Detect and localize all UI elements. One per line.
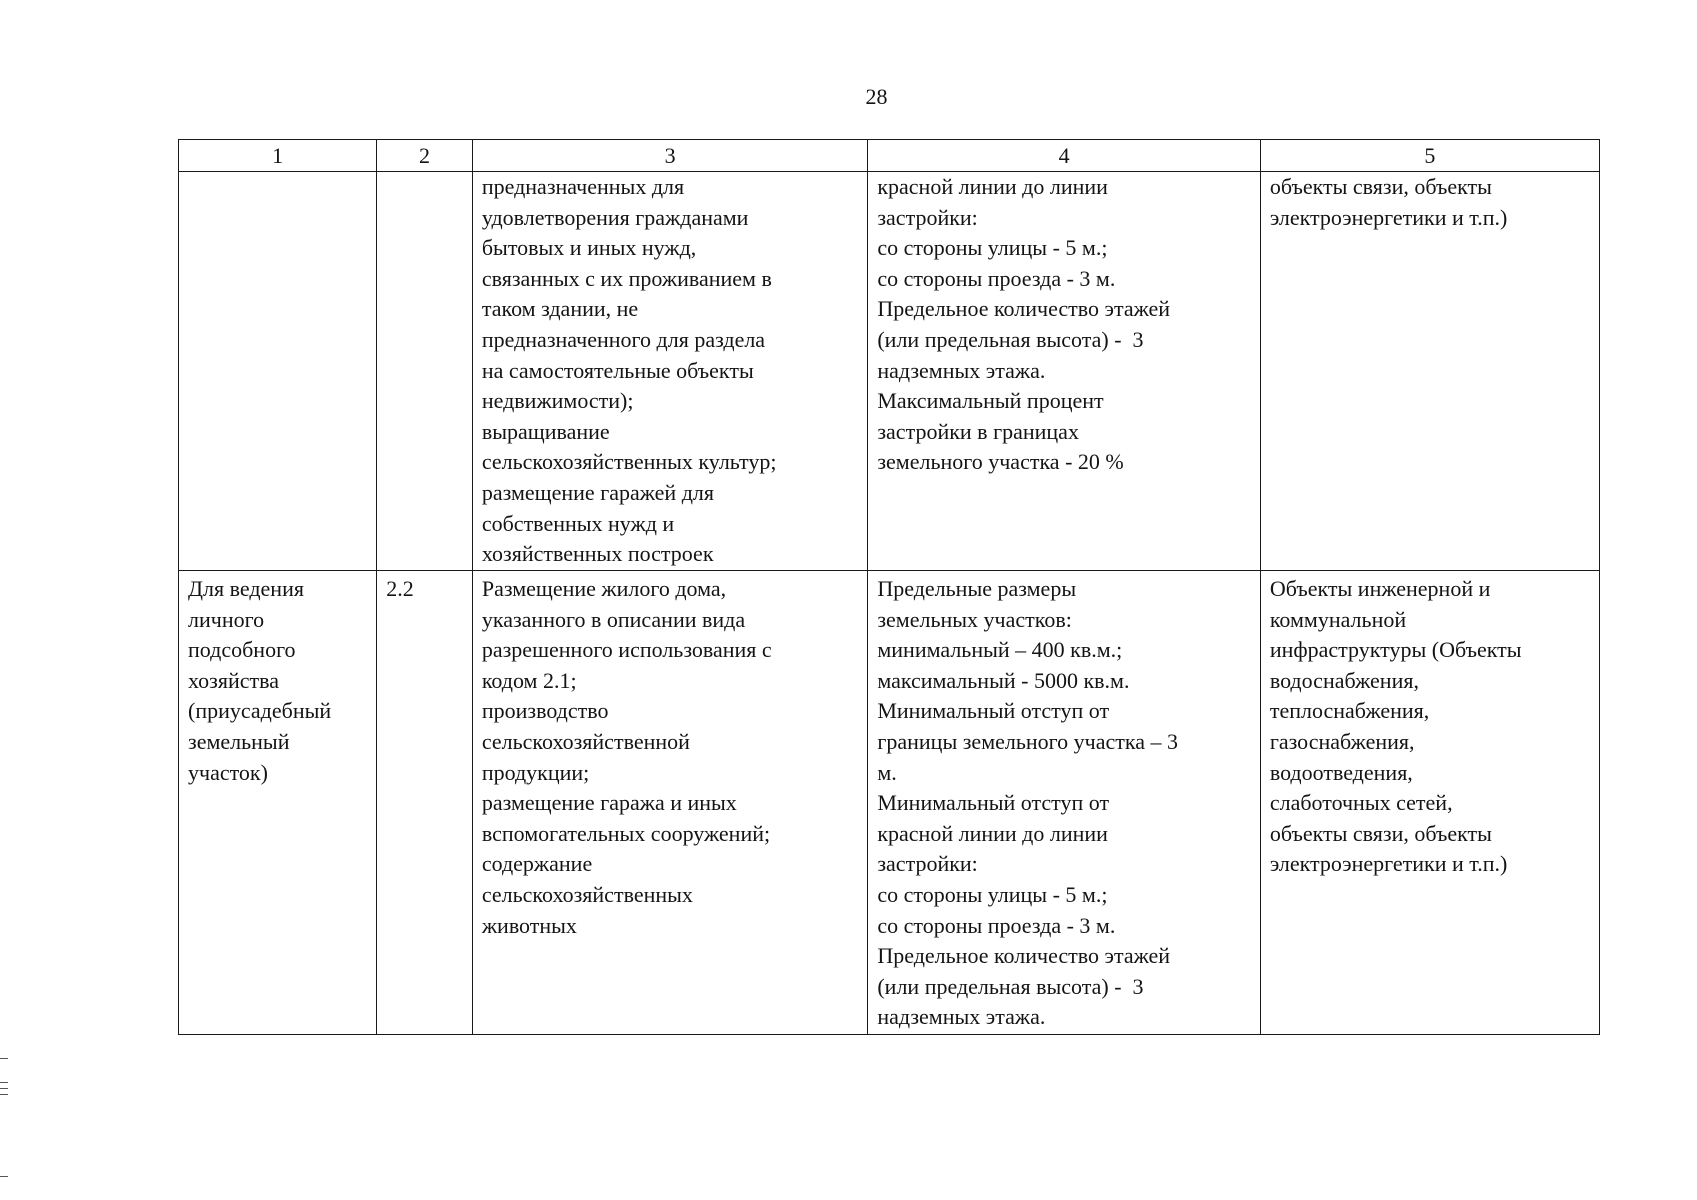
cell-limit-parameters [868, 571, 1260, 1035]
cell-use-description [472, 172, 868, 571]
scan-edge-mark [0, 1176, 8, 1177]
cell-text-line: сельскохозяйственных [481, 881, 693, 907]
cell-use-code [377, 571, 473, 1035]
cell-text-line: Для ведения [188, 576, 304, 601]
cell-text-line: водоотведения, [1269, 759, 1413, 785]
header-col-2: 2 [377, 140, 473, 172]
cell-text-line: объекты связи, объекты [1269, 174, 1492, 199]
cell-text-line: участок) [188, 759, 268, 785]
cell-text-line: (или предельная высота) - 3 [877, 973, 1144, 999]
cell-text-line: со стороны улицы - 5 м.; [877, 235, 1108, 261]
cell-text-line: со стороны проезда - 3 м. [877, 265, 1116, 291]
cell-text-line: коммунальной [1269, 606, 1407, 632]
cell-text-line: Максимальный процент [877, 388, 1104, 414]
header-col-5: 5 [1260, 140, 1599, 172]
scan-edge-mark [0, 1088, 8, 1089]
cell-text-line: минимальный – 400 кв.м.; [877, 637, 1123, 663]
cell-text-line: м. [877, 759, 897, 785]
cell-text-line: Предельные размеры [877, 576, 1077, 601]
cell-text-line: подсобного [188, 637, 296, 663]
cell-text-line: застройки: [877, 204, 978, 230]
cell-text-line: размещение гаража и иных [481, 790, 737, 816]
cell-text-line: водоснабжения, [1269, 667, 1419, 693]
scan-edge-mark [0, 1082, 8, 1083]
cell-text-line: объекты связи, объекты [1269, 820, 1492, 846]
cell-text-line: личного [188, 606, 265, 632]
cell-text-line: красной линии до линии [877, 174, 1108, 199]
scan-edge-mark [0, 1094, 8, 1095]
cell-text-line: таком здании, не [481, 296, 639, 322]
cell-text-line: продукции; [481, 759, 590, 785]
cell-text-line: содержание [481, 851, 593, 877]
cell-text-line: максимальный - 5000 кв.м. [877, 667, 1130, 693]
cell-text-line: Предельное количество этажей [877, 943, 1171, 969]
cell-text-line: Предельное количество этажей [877, 296, 1171, 322]
cell-text-line: на самостоятельные объекты [481, 357, 754, 383]
cell-text-line: производство [481, 698, 609, 724]
cell-text-line: земельных участков: [877, 606, 1072, 632]
cell-text-line: Объекты инженерной и [1269, 576, 1491, 601]
cell-text-line: Минимальный отступ от [877, 698, 1110, 724]
cell-text-line: (приусадебный [188, 698, 332, 724]
cell-text-line: выращивание [481, 418, 610, 444]
scan-edge-mark [0, 1058, 8, 1059]
cell-text-line: Минимальный отступ от [877, 790, 1110, 816]
cell-text-line: инфраструктуры (Объекты [1269, 637, 1522, 663]
cell-text-line: земельный [188, 728, 290, 754]
cell-text-line: надземных этажа. [877, 1004, 1046, 1030]
cell-text-line: предназначенного для раздела [481, 326, 766, 352]
cell-text-line: недвижимости); [481, 388, 634, 414]
header-col-4: 4 [868, 140, 1260, 172]
cell-auxiliary-objects [1260, 571, 1599, 1035]
cell-text-line: застройки: [877, 851, 978, 877]
cell-text-line: собственных нужд и [481, 510, 675, 536]
table-row [179, 172, 1600, 571]
cell-text-line: застройки в границах [877, 418, 1079, 444]
cell-text-line: сельскохозяйственной [481, 728, 690, 754]
header-row [179, 140, 1600, 172]
cell-text-line: хозяйственных построек [481, 541, 714, 567]
cell-use-code [377, 172, 473, 571]
cell-text-line: сельскохозяйственных культур; [481, 449, 777, 475]
cell-text-line: красной линии до линии [877, 820, 1108, 846]
cell-text-line: размещение гаражей для [481, 479, 714, 505]
cell-text-line: границы земельного участка – 3 [877, 728, 1178, 754]
cell-limit-parameters [868, 172, 1260, 571]
cell-auxiliary-objects [1260, 172, 1599, 571]
cell-text-line: бытовых и иных нужд, [481, 235, 697, 261]
cell-text-line: связанных с их проживанием в [481, 265, 772, 291]
cell-text-line: животных [481, 912, 577, 938]
cell-text-line: электроэнергетики и т.п.) [1269, 851, 1508, 877]
cell-text-line: разрешенного использования с [481, 637, 772, 663]
cell-text-line: вспомогательных сооружений; [481, 820, 771, 846]
cell-text-line: (или предельная высота) - 3 [877, 326, 1144, 352]
cell-text-line: со стороны улицы - 5 м.; [877, 881, 1108, 907]
cell-text-line: со стороны проезда - 3 м. [877, 912, 1116, 938]
cell-text-line: указанного в описании вида [481, 606, 746, 632]
page-number: 28 [865, 84, 888, 109]
cell-text-line: удовлетворения гражданами [481, 204, 749, 230]
cell-text-line: электроэнергетики и т.п.) [1269, 204, 1508, 230]
cell-text-line: слаботочных сетей, [1269, 790, 1453, 816]
cell-text-line: газоснабжения, [1269, 728, 1415, 754]
cell-use-name [179, 172, 377, 571]
header-col-3: 3 [472, 140, 868, 172]
cell-text-line: Размещение жилого дома, [481, 576, 727, 601]
cell-text-line: земельного участка - 20 % [877, 449, 1124, 475]
cell-text-line: предназначенных для [481, 174, 685, 199]
header-col-1: 1 [179, 140, 377, 172]
cell-use-name [179, 571, 377, 1035]
cell-use-description [472, 571, 868, 1035]
regulations-table [178, 139, 1600, 1035]
cell-text-line: кодом 2.1; [481, 667, 577, 693]
cell-text-line: хозяйства [188, 667, 279, 693]
table-row [179, 571, 1600, 1035]
cell-text-line: теплоснабжения, [1269, 698, 1430, 724]
cell-text-line: надземных этажа. [877, 357, 1046, 383]
cell-text-line: 2.2 [386, 576, 414, 601]
